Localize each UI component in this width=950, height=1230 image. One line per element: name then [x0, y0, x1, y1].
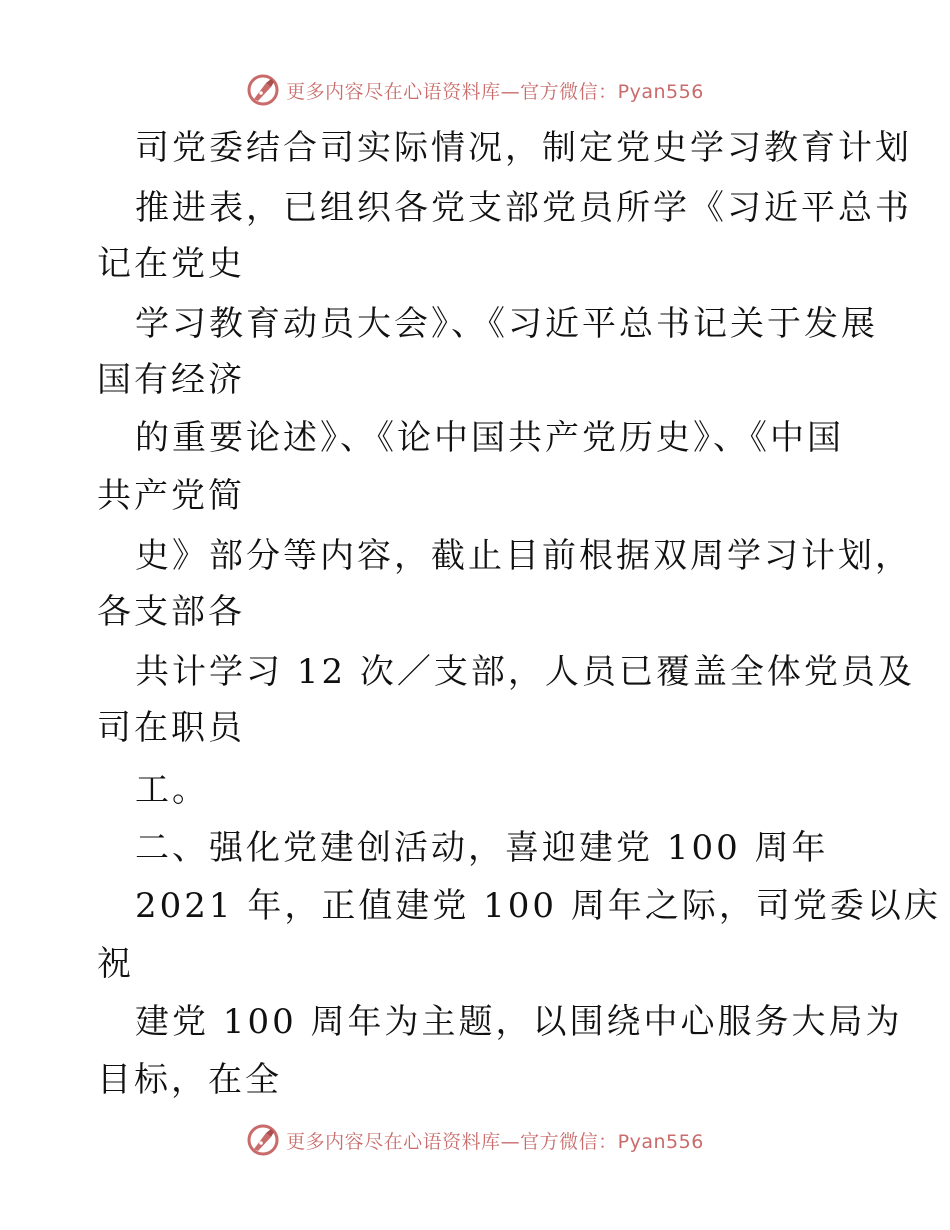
text-line: 目标，在全 [97, 1060, 282, 1100]
text-line: 司在职员 [97, 708, 245, 748]
text-line: 工。 [135, 770, 209, 810]
text-line: 建党 100 周年为主题，以围绕中心服务大局为 [135, 1002, 903, 1042]
footer-watermark-text: 更多内容尽在心语资料库—官方微信：Pyan556 [286, 1130, 704, 1153]
text-line: 各支部各 [97, 592, 245, 632]
text-line: 共计学习 12 次／支部，人员已覆盖全体党员及 [135, 652, 915, 692]
header-watermark-text: 更多内容尽在心语资料库—官方微信：Pyan556 [286, 80, 704, 103]
section-heading: 二、强化党建创活动，喜迎建党 100 周年 [135, 828, 829, 868]
text-line: 祝 [97, 944, 134, 984]
text-line: 司党委结合司实际情况，制定党史学习教育计划 [135, 128, 912, 168]
pen-nib-logo-icon [246, 1123, 280, 1157]
text-line: 记在党史 [97, 244, 245, 284]
text-line: 2021 年，正值建党 100 周年之际，司党委以庆 [135, 886, 941, 926]
text-line: 共产党简 [97, 476, 245, 516]
text-line: 国有经济 [97, 360, 245, 400]
text-line: 学习教育动员大会》、《习近平总书记关于发展 [135, 304, 878, 344]
text-line: 史》部分等内容，截止目前根据双周学习计划， [135, 536, 912, 576]
footer-watermark-banner [0, 1120, 950, 1160]
text-line: 推进表，已组织各党支部党员所学《习近平总书 [135, 188, 912, 228]
text-line: 的重要论述》、《论中国共产党历史》、《中国 [135, 418, 844, 458]
